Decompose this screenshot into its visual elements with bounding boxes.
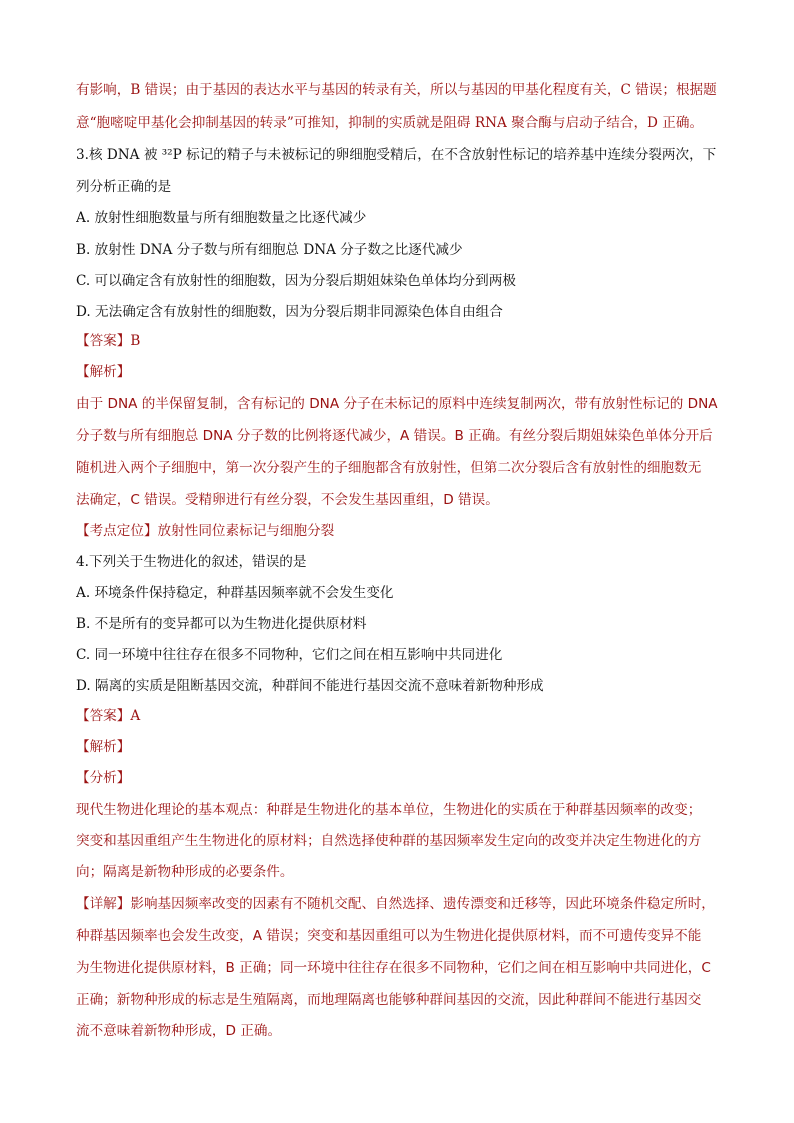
q4-xiangjie-line-1: 【详解】影响基因频率改变的因素有不随机交配、自然选择、遗传漂变和迁移等，因此环境条件稳定所时， [76,896,715,912]
q3-analysis-heading: 【解析】 [76,364,131,380]
prev-explanation-line-1: 有影响，B 错误；由于基因的表达水平与基因的转录有关，所以与基因的甲基化程度有关，C 错误；根据题 [76,82,717,98]
q3-option-b: B. 放射性 DNA 分子数与所有细胞总 DNA 分子数之比逐代减少 [76,242,463,258]
q4-fenxi-line-3: 向；隔离是新物种形成的必要条件。 [76,864,294,880]
q4-option-a: A. 环境条件保持稳定，种群基因频率就不会发生变化 [76,585,394,601]
q3-analysis-line-1: 由于 DNA 的半保留复制，含有标记的 DNA 分子在未标记的原料中连续复制两次，带有放射性标记的 DNA [76,396,718,412]
q3-analysis-line-4: 法确定，C 错误。受精卵进行有丝分裂，不会发生基因重组，D 错误。 [76,492,499,508]
q4-xiangjie-line-4: 正确；新物种形成的标志是生殖隔离，而地理隔离也能够种群间基因的交流，因此种群间不能进行基因交 [76,992,702,1008]
q3-kaodian: 【考点定位】放射性同位素标记与细胞分裂 [76,523,335,539]
q3-option-c: C. 可以确定含有放射性的细胞数，因为分裂后期姐妹染色单体均分到两极 [76,273,516,289]
q4-option-c: C. 同一环境中往往存在很多不同物种，它们之间在相互影响中共同进化 [76,647,503,663]
q3-analysis-line-2: 分子数与所有细胞总 DNA 分子数的比例将逐代减少，A 错误。B 正确。有丝分裂后期姐妹染色单体分开后 [76,428,713,444]
q4-fenxi-heading: 【分析】 [76,770,131,786]
q3-stem-line-2: 列分析正确的是 [76,179,172,195]
q3-option-d: D. 无法确定含有放射性的细胞数，因为分裂后期非同源染色体自由组合 [76,304,503,320]
q4-fenxi-line-1: 现代生物进化理论的基本观点：种群是生物进化的基本单位，生物进化的实质在于种群基因频率的改变； [76,802,702,818]
q4-analysis-heading: 【解析】 [76,739,131,755]
q4-answer: 【答案】A [76,708,141,724]
q4-option-b: B. 不是所有的变异都可以为生物进化提供原材料 [76,616,367,632]
q3-analysis-line-3: 随机进入两个子细胞中，第一次分裂产生的子细胞都含有放射性，但第二次分裂后含有放射性的细胞数无 [76,460,702,476]
q4-xiangjie-line-2: 种群基因频率也会发生改变，A 错误；突变和基因重组可以为生物进化提供原材料，而不可遗传变异不能 [76,928,702,944]
q4-stem: 4.下列关于生物进化的叙述，错误的是 [76,554,307,570]
q4-xiangjie-line-3: 为生物进化提供原材料，B 正确；同一环境中往往存在很多不同物种，它们之间在相互影响中共同进化，C [76,960,711,976]
q3-option-a: A. 放射性细胞数量与所有细胞数量之比逐代减少 [76,210,367,226]
q3-answer: 【答案】B [76,333,141,349]
q4-xiangjie-line-5: 流不意味着新物种形成，D 正确。 [76,1023,282,1039]
q4-option-d: D. 隔离的实质是阻断基因交流，种群间不能进行基因交流不意味着新物种形成 [76,678,544,694]
q4-fenxi-line-2: 突变和基因重组产生生物进化的原材料；自然选择使种群的基因频率发生定向的改变并决定生物进化的方 [76,833,702,849]
q3-stem-line-1: 3.核 DNA 被 ³²P 标记的精子与未被标记的卵细胞受精后，在不含放射性标记的培养基中连续分裂两次，下 [76,147,717,163]
prev-explanation-line-2: 意“胞嘧啶甲基化会抑制基因的转录”可推知，抑制的实质就是阻碍 RNA 聚合酶与启动子结合，D 正确。 [76,115,704,131]
